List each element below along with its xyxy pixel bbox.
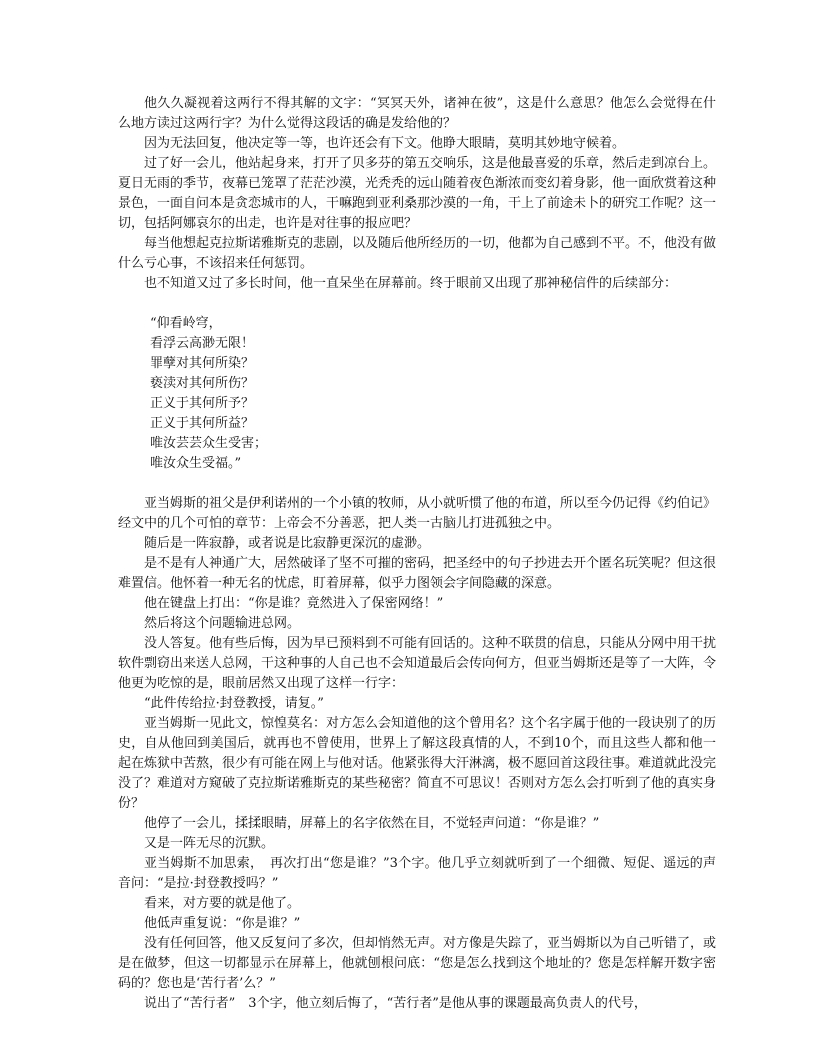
poem-line: 亵渎对其何所伤？ <box>150 376 255 391</box>
paragraph: 看来，对方要的就是他了。 <box>144 896 301 911</box>
paragraph: 每当他想起克拉斯诺雅斯克的悲剧，以及随后他所经历的一切，他都为自己感到不平。不，他没有做什么亏心事，不该招来任何惩罚。 <box>118 236 717 271</box>
poem-block <box>118 314 716 474</box>
poem-line: 唯汝芸芸众生受害； <box>150 436 268 451</box>
paragraph: 亚当姆斯的祖父是伊利诺州的一个小镇的牧师，从小就听惯了他的布道，所以至今仍记得《约伯记》经文中的几个可怕的章节：上帝会不分善恶，把人类一古脑儿打进孤独之中。 <box>118 496 717 531</box>
paragraph: 说出了“苦行者” 3个字，他立刻后悔了，“苦行者”是他从事的课题最高负责人的代号， <box>144 996 647 1011</box>
poem-line: 看浮云高渺无限！ <box>150 336 255 351</box>
poem-line: 正义于其何所予？ <box>150 396 255 411</box>
paragraph: 随后是一阵寂静，或者说是比寂静更深沉的虚渺。 <box>144 536 431 551</box>
poem-line: “仰看岭穹， <box>150 316 222 331</box>
paragraph: 过了好一会儿，他站起身来，打开了贝多芬的第五交响乐，这是他最喜爱的乐章，然后走到凉台上。夏日无雨的季节，夜幕已笼罩了茫茫沙漠，光秃秃的远山随着夜色渐浓而变幻着身影，他一面欣赏着这种景色，一面自问本是贪恋城市的人，干嘛跑到亚利桑那沙漠的一角，干上了前途未卜的研究工作呢？这一切，包括阿娜哀尔的出走，也许是对往事的报应吧？ <box>118 156 717 231</box>
poem-line: 罪孽对其何所染？ <box>150 356 255 371</box>
paragraph: 因为无法回复，他决定等一等，也许还会有下文。他睁大眼睛，莫明其妙地守候着。 <box>144 136 626 151</box>
poem-line: 正义于其何所益？ <box>150 416 255 431</box>
blank-line <box>118 294 716 314</box>
paragraph: 他在键盘上打出：“你是谁？竟然进入了保密网络！” <box>144 596 444 611</box>
paragraph: 亚当姆斯不加思索， 再次打出“您是谁？”3个字。他几乎立刻就听到了一个细微、短促、遥远的声音问：“是拉·封登教授吗？” <box>118 856 716 891</box>
paragraph: 是不是有人神通广大，居然破译了坚不可摧的密码，把圣经中的句子抄进去开个匿名玩笑呢？但这很难置信。他怀着一种无名的忧虑，盯着屏幕，似乎力图领会字间隐藏的深意。 <box>118 556 717 591</box>
paragraph: 没人答复。他有些后悔，因为早已预料到不可能有回话的。这种不联贯的信息，只能从分网中用干扰软件剽窃出来送人总网，干这种事的人自己也不会知道最后会传向何方，但亚当姆斯还是等了一大阵，令他更为吃惊的是，眼前居然又出现了这样一行字： <box>118 636 717 691</box>
paragraph: 亚当姆斯一见此文，惊惶莫名：对方怎么会知道他的这个曾用名？这个名字属于他的一段诀别了的历史，自从他回到美国后，就再也不曾使用，世界上了解这段真情的人，不到10个，而且这些人都和他一起在炼狱中苦熬，很少有可能在网上与他对话。他紧张得大汗淋漓，极不愿回首这段往事。难道就此没完没了？难道对方窥破了克拉斯诺雅斯克的某些秘密？简直不可思议！否则对方怎么会打听到了他的真实身份？ <box>118 716 717 811</box>
paragraph: 他久久凝视着这两行不得其解的文字：“冥冥天外，诸神在彼”，这是什么意思？他怎么会觉得在什么地方读过这两行字？为什么觉得这段话的确是发给他的？ <box>118 96 716 131</box>
poem-line: 唯汝众生受福。” <box>150 456 242 471</box>
paragraph: “此件传给拉·封登教授，请复。” <box>144 696 324 711</box>
text-section-b <box>118 494 716 1014</box>
paragraph: 他停了一会儿，揉揉眼睛，屏幕上的名字依然在目，不觉轻声问道：“你是谁？” <box>144 816 600 831</box>
text-section-a <box>118 94 716 294</box>
paragraph: 他低声重复说：“你是谁？” <box>144 916 301 931</box>
blank-line <box>118 474 716 494</box>
paragraph: 然后将这个问题输进总网。 <box>144 616 301 631</box>
paragraph: 没有任何回答，他又反复问了多次，但却悄然无声。对方像是失踪了，亚当姆斯以为自己听错了，或是在做梦，但这一切都显示在屏幕上，他就刨根问底：“您是怎么找到这个地址的？您是怎样解开数字密码的？您也是‘苦行者’么？” <box>118 936 717 991</box>
paragraph: 也不知道又过了多长时间，他一直呆坐在屏幕前。终于眼前又出现了那神秘信件的后续部分： <box>144 276 678 291</box>
paragraph: 又是一阵无尽的沉默。 <box>144 836 275 851</box>
